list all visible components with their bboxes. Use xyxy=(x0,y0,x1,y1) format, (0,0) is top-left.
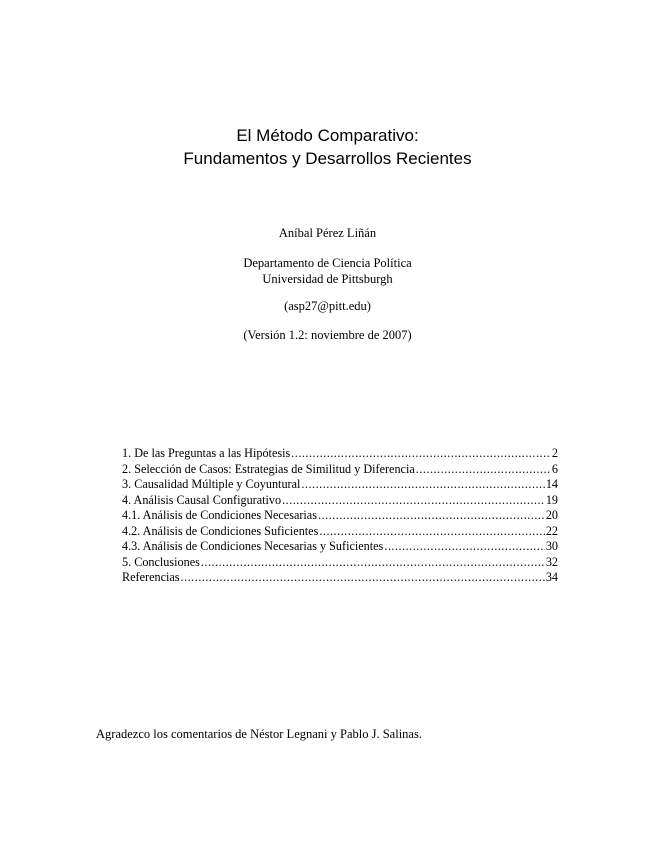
toc-entry-label: 3. Causalidad Múltiple y Coyuntural xyxy=(122,477,301,491)
toc-leader-dots xyxy=(291,446,551,462)
toc-leader-dots xyxy=(384,539,545,555)
title-line-1: El Método Comparativo: xyxy=(236,126,419,145)
toc-leader-dots xyxy=(301,477,544,493)
toc-leader-dots xyxy=(201,555,545,571)
version-note: (Versión 1.2: noviembre de 2007) xyxy=(243,328,412,342)
toc-entry-label: Referencias xyxy=(122,570,180,584)
department: Departamento de Ciencia Política xyxy=(243,256,412,270)
email-block xyxy=(0,298,655,314)
author-block xyxy=(0,225,655,241)
toc-leader-dots xyxy=(416,462,551,478)
toc-leader-dots xyxy=(181,570,545,586)
toc-entry-page: 34 xyxy=(545,570,558,584)
toc-entry[interactable] xyxy=(122,539,558,555)
toc-entry[interactable] xyxy=(122,570,558,586)
version-block xyxy=(0,327,655,343)
toc-entry[interactable] xyxy=(122,508,558,524)
toc-entry-label: 4.1. Análisis de Condiciones Necesarias xyxy=(122,508,317,522)
university: Universidad de Pittsburgh xyxy=(262,272,393,286)
toc-entry[interactable] xyxy=(122,462,558,478)
toc-entry[interactable] xyxy=(122,493,558,509)
document-title xyxy=(0,124,655,170)
toc-entry[interactable] xyxy=(122,524,558,540)
toc-leader-dots xyxy=(282,493,545,509)
toc-entry-label: 4.2. Análisis de Condiciones Suficientes xyxy=(122,523,319,538)
acknowledgment-note: Agradezco los comentarios de Néstor Legnani y Pablo J. Salinas. xyxy=(96,727,422,741)
toc-entry-label: 4. Análisis Causal Configurativo xyxy=(122,492,282,507)
toc-entry-label: 1. De las Preguntas a las Hipótesis xyxy=(122,446,291,460)
author-name: Aníbal Pérez Liñán xyxy=(278,226,377,240)
toc-entry-page: 14 xyxy=(545,477,558,491)
table-of-contents xyxy=(122,446,558,586)
toc-entry-page: 20 xyxy=(545,508,558,522)
toc-entry-page: 2 xyxy=(551,446,558,460)
toc-entry-page: 22 xyxy=(545,523,558,538)
affiliation-block xyxy=(0,255,655,287)
toc-entry[interactable] xyxy=(122,555,558,571)
toc-entry-label: 4.3. Análisis de Condiciones Necesarias y Suficientes xyxy=(122,539,384,553)
toc-entry-page: 32 xyxy=(545,554,558,569)
toc-entry-page: 6 xyxy=(551,461,558,476)
author-email: (asp27@pitt.edu) xyxy=(284,299,371,313)
toc-leader-dots xyxy=(319,524,544,540)
toc-entry-page: 30 xyxy=(545,539,558,553)
toc-leader-dots xyxy=(318,508,545,524)
toc-entry[interactable] xyxy=(122,446,558,462)
toc-entry[interactable] xyxy=(122,477,558,493)
title-line-2: Fundamentos y Desarrollos Recientes xyxy=(183,149,472,168)
toc-entry-label: 5. Conclusiones xyxy=(122,554,200,569)
toc-entry-label: 2. Selección de Casos: Estrategias de Similitud y Diferencia xyxy=(122,461,415,476)
toc-entry-page: 19 xyxy=(545,492,558,507)
